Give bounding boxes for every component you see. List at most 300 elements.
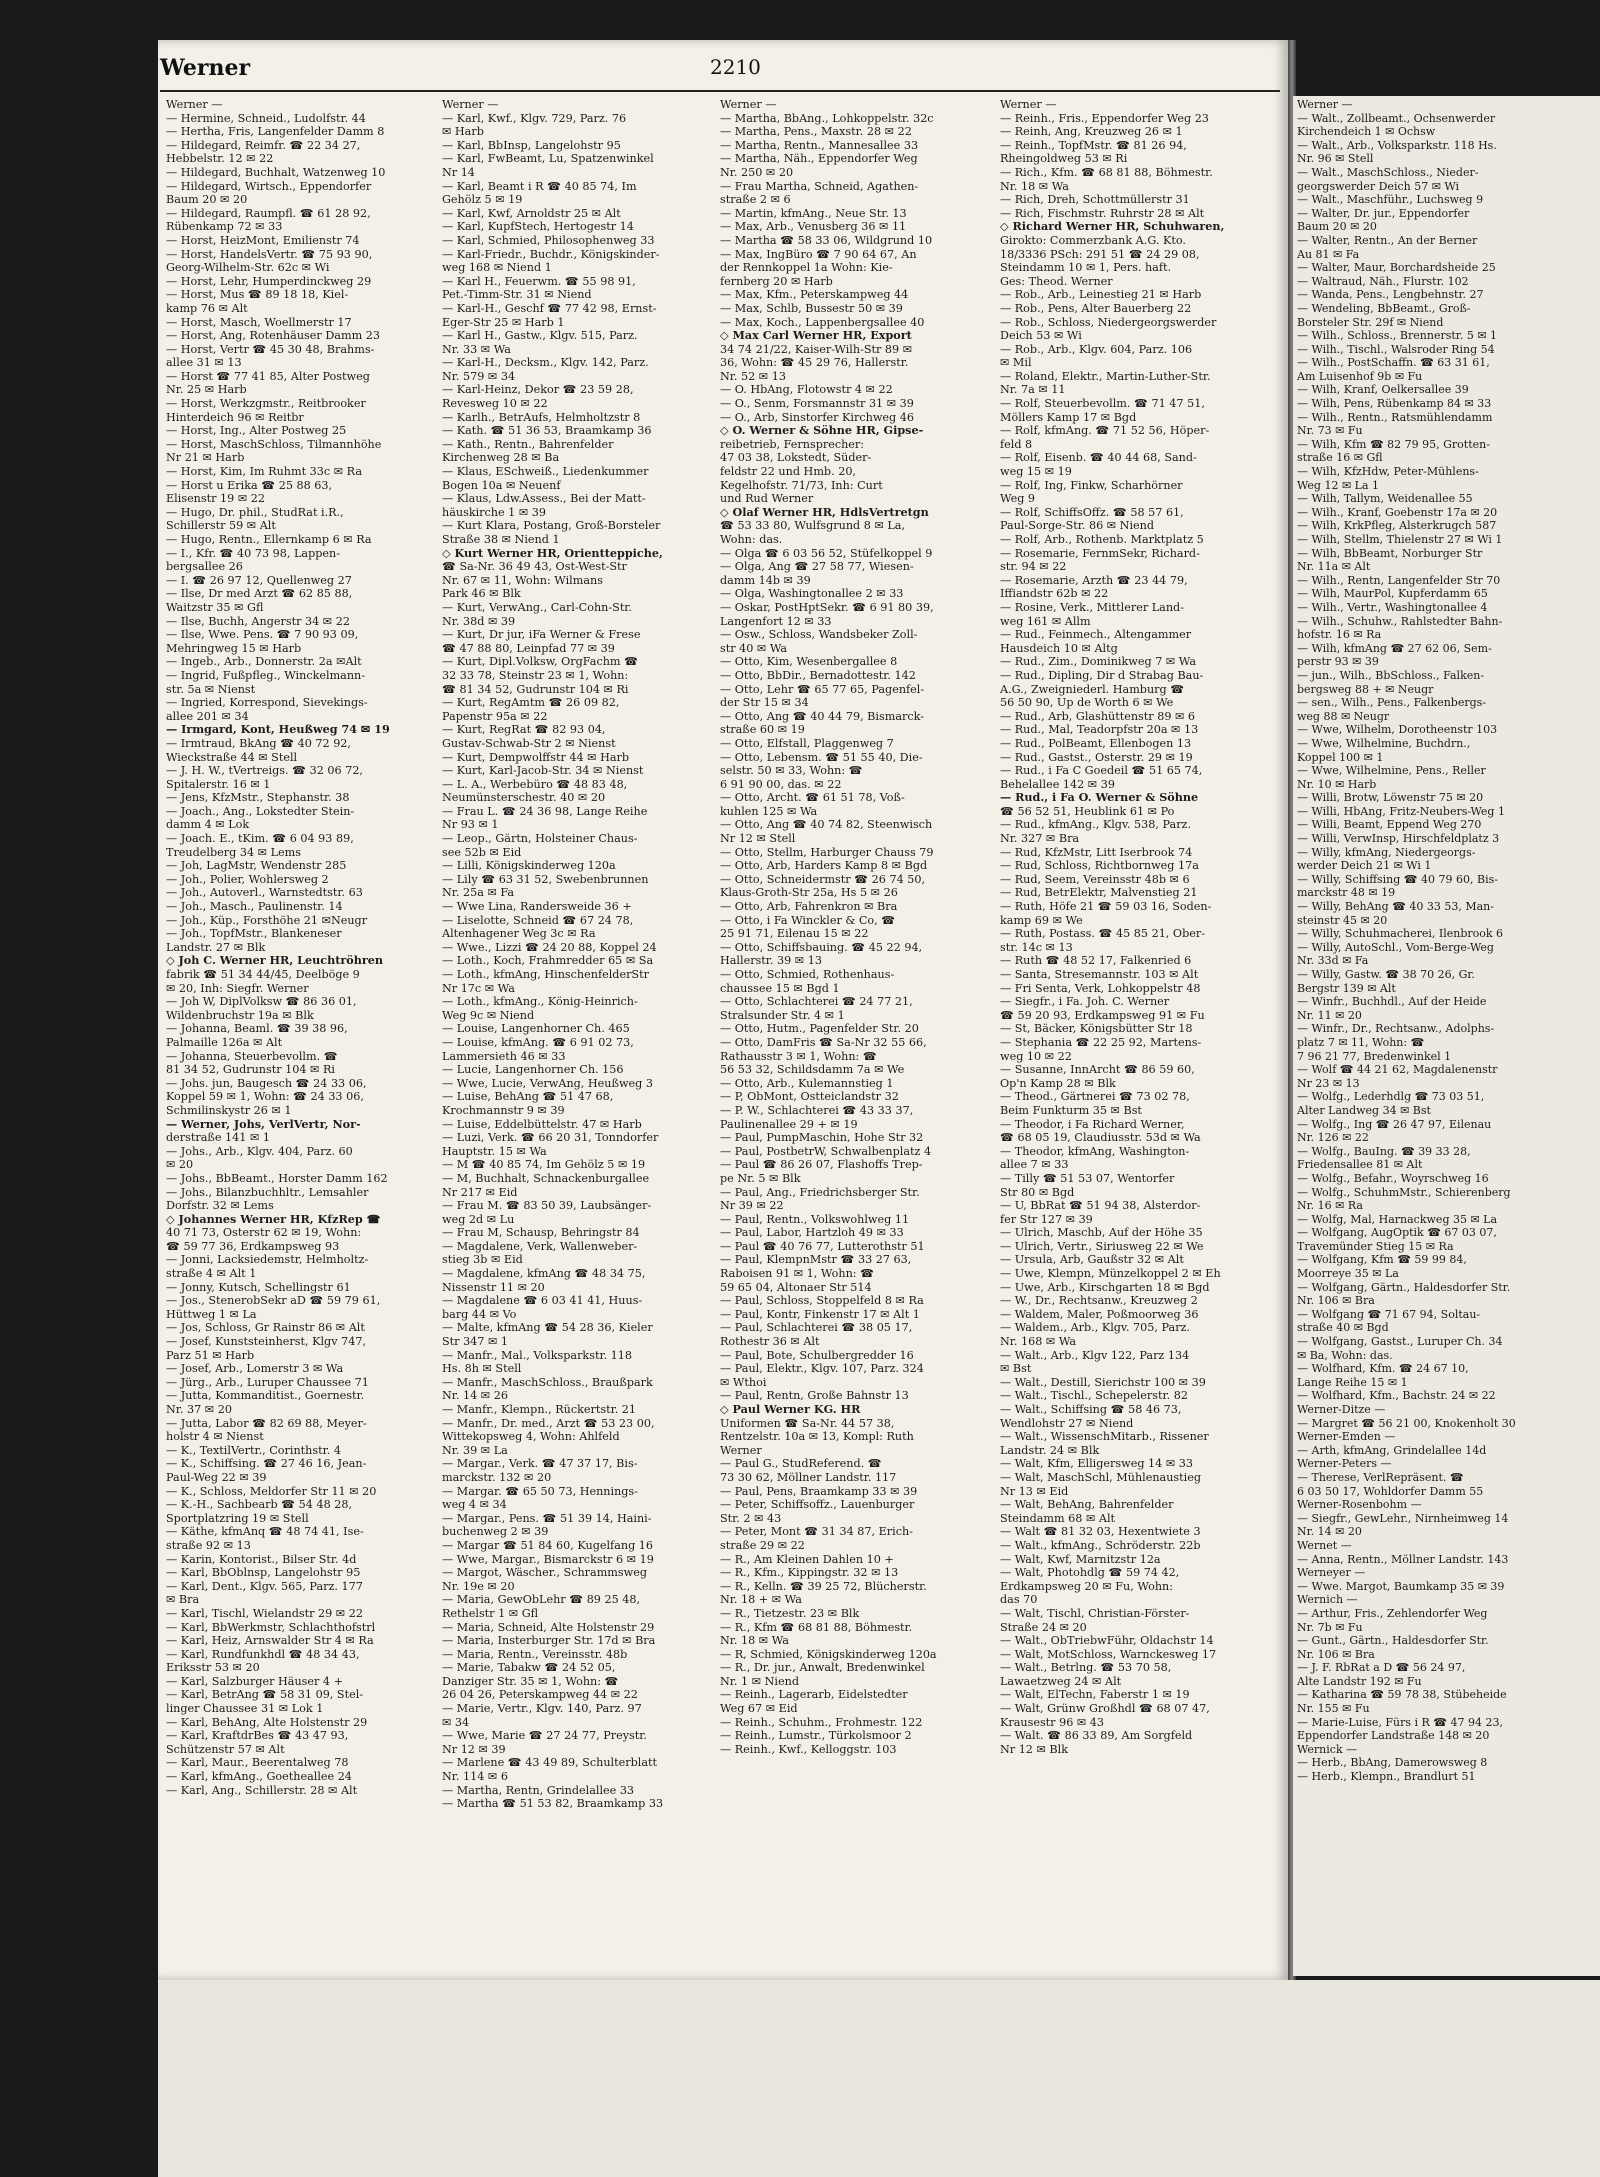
directory-entry-line: — Johs., Arb., Klgv. 404, Parz. 60 [166, 1144, 353, 1158]
directory-entry-line: Str. 2 ✉ 43 [720, 1511, 782, 1525]
directory-entry-line: — Wilh, Stellm, Thielenstr 27 ✉ Wi 1 [1297, 533, 1503, 546]
directory-entry-line: Papenstr 95a ✉ 22 [442, 709, 548, 723]
directory-entry-line: Weg 12 ✉ La 1 [1297, 478, 1380, 492]
directory-entry-line: — Manfr., Klempn., Rückertstr. 21 [442, 1403, 637, 1416]
directory-entry-line: Au 81 ✉ Fa [1297, 247, 1360, 261]
directory-entry-line: — Karin, Kontorist., Bilser Str. 4d [166, 1552, 357, 1566]
directory-entry-line: — U, BbRat ☎ 51 94 38, Alsterdor- [1000, 1199, 1201, 1213]
directory-entry-line: — Martha, Näh., Eppendorfer Weg [720, 152, 918, 166]
directory-entry-line: — Magdalene ☎ 6 03 41 41, Huus- [442, 1294, 643, 1308]
directory-entry-line: 25 91 71, Eilenau 15 ✉ 22 [720, 927, 869, 941]
directory-entry-line: — Frau M. ☎ 83 50 39, Laubsänger- [442, 1199, 652, 1213]
directory-entry-line: str. 94 ✉ 22 [1000, 560, 1067, 574]
directory-entry-line: — Magdalene, kfmAng ☎ 48 34 75, [442, 1267, 646, 1281]
directory-entry-line: ✉ Bst [1000, 1362, 1032, 1376]
directory-entry-line: — Walt., Arb., Volksparkstr. 118 Hs. [1297, 138, 1497, 152]
directory-entry-line: — Maria, Schneid, Alte Holstenstr 29 [442, 1620, 655, 1634]
directory-entry-line: — Karl, kfmAng., Goetheallee 24 [166, 1770, 352, 1784]
directory-entry-line: Nr. 327 ✉ Bra [1000, 832, 1080, 846]
directory-entry-line: — Wwe Lina, Randersweide 36 + [442, 900, 632, 914]
directory-entry-line: — Rolf, Ing, Finkw, Scharhörner [1000, 478, 1183, 492]
directory-entry-line: Behelallee 142 ✉ 39 [1000, 777, 1115, 791]
directory-entry-line: — Louise, kfmAng. ☎ 6 91 02 73, [442, 1035, 634, 1049]
directory-entry-line: — K., Schiffsing. ☎ 27 46 16, Jean- [166, 1457, 367, 1471]
directory-entry-line: — Walt., Arb., Klgv 122, Parz 134 [1000, 1348, 1190, 1362]
directory-entry-line: — Olga, Ang ☎ 27 58 77, Wiesen- [720, 560, 914, 574]
directory-entry-line: — Paul, Kontr, Finkenstr 17 ✉ Alt 1 [720, 1307, 920, 1321]
directory-entry-line: Nr. 25 ✉ Harb [166, 383, 247, 397]
directory-entry-line: — Joh., Masch., Paulinenstr. 14 [166, 900, 343, 914]
directory-entry-line: Hs. 8h ✉ Stell [442, 1362, 522, 1376]
directory-entry-line: — Anna, Rentn., Möllner Landstr. 143 [1297, 1552, 1509, 1566]
directory-entry-line: — Ruth ☎ 48 52 17, Falkenried 6 [1000, 954, 1192, 968]
directory-entry-line: Palmaille 126a ✉ Alt [166, 1035, 283, 1049]
directory-entry-line: — Rob., Arb., Leinestieg 21 ✉ Harb [1000, 288, 1202, 302]
directory-entry-line: — Werner, Johs, VerlVertr, Nor- [166, 1117, 361, 1131]
directory-entry-line: — Rolf, Steuerbevollm. ☎ 71 47 51, [1000, 397, 1205, 411]
directory-entry-line: Op'n Kamp 28 ✉ Blk [1000, 1076, 1116, 1090]
directory-entry-line: weg 15 ✉ 19 [1000, 465, 1072, 479]
directory-entry-line: — Karl, BetrAng ☎ 58 31 09, Stel- [166, 1688, 364, 1702]
directory-entry-line: 40 71 73, Osterstr 62 ✉ 19, Wohn: [166, 1226, 362, 1240]
directory-entry-line: 6 91 90 00, das. ✉ 22 [720, 777, 842, 791]
directory-entry-line: Klaus-Groth-Str 25a, Hs 5 ✉ 26 [720, 886, 898, 900]
directory-entry-line: — Johs., BbBeamt., Horster Damm 162 [166, 1171, 388, 1185]
directory-entry-line: Iffiandstr 62b ✉ 22 [1000, 587, 1109, 601]
directory-entry-line: — Rud., Arb, Glashüttenstr 89 ✉ 6 [1000, 709, 1196, 723]
directory-entry-line: fabrik ☎ 51 34 44/45, Deelböge 9 [166, 968, 360, 981]
directory-entry-line: — Karl, BbWerkmstr, Schlachthofstrl [166, 1620, 376, 1634]
directory-entry-line: — Reinh., Fris., Eppendorfer Weg 23 [1000, 111, 1209, 125]
directory-entry-line: Werner — [1000, 98, 1057, 111]
directory-entry-line: — Karl, Kwf, Arnoldstr 25 ✉ Alt [442, 206, 621, 220]
directory-entry-line: — Tilly ☎ 51 53 07, Wentorfer [1000, 1171, 1175, 1185]
directory-entry-line: — Max, Koch., Lappenbergsallee 40 [720, 315, 925, 329]
directory-entry-line: — Herb., BbAng, Damerowsweg 8 [1297, 1756, 1488, 1770]
directory-entry-line: — Arth, kfmAng, Grindelallee 14d [1297, 1443, 1487, 1457]
directory-entry-line: — Karl, Heiz, Arnswalder Str 4 ✉ Ra [166, 1634, 374, 1648]
directory-entry-line: — Willy, Gastw. ☎ 38 70 26, Gr. [1297, 968, 1475, 981]
directory-entry-line: — Paul, Pens, Braamkamp 33 ✉ 39 [720, 1484, 918, 1498]
directory-entry-line: — Otto, Archt. ☎ 61 51 78, Voß- [720, 791, 905, 805]
directory-entry-line: — Walt, MotSchloss, Warnckesweg 17 [1000, 1647, 1217, 1661]
directory-entry-line: Nr. 33 ✉ Wa [442, 342, 511, 356]
directory-entry-line: ✉ Harb [442, 125, 484, 139]
directory-entry-line: — Wwe, Margar., Bismarckstr 6 ✉ 19 [442, 1552, 654, 1566]
directory-entry-line: Langenfort 12 ✉ 33 [720, 614, 832, 628]
directory-entry-line: — Wilh., Rentn., Ratsmühlendamm [1297, 410, 1493, 424]
directory-entry-line: Rothestr 36 ✉ Alt [720, 1335, 820, 1349]
directory-entry-line: Nr 14 [442, 165, 475, 179]
directory-entry-line: — Walt ☎ 81 32 03, Hexentwiete 3 [1000, 1525, 1201, 1539]
directory-entry-line: — Kurt Klara, Postang, Groß-Borsteler [442, 519, 661, 533]
directory-entry-line: — Walt. ☎ 86 33 89, Am Sorgfeld [1000, 1729, 1193, 1743]
directory-entry-line: Neumünsterschestr. 40 ✉ 20 [442, 791, 606, 805]
directory-entry-line: Werner-Rosenbohm — [1297, 1498, 1422, 1512]
directory-entry-line: — Wwe., Lizzi ☎ 24 20 88, Koppel 24 [442, 940, 657, 954]
directory-entry-line: — Paul, KlempnMstr ☎ 33 27 63, [720, 1253, 912, 1267]
directory-entry-line: Nr. 114 ✉ 6 [442, 1770, 508, 1784]
directory-entry-line: 7 96 21 77, Bredenwinkel 1 [1297, 1049, 1452, 1063]
directory-entry-line: — Jonny, Kutsch, Schellingstr 61 [166, 1280, 351, 1294]
directory-entry-line: Gustav-Schwab-Str 2 ✉ Nienst [442, 736, 616, 750]
directory-entry-line: 81 34 52, Gudrunstr 104 ✉ Ri [166, 1063, 335, 1077]
directory-entry-line: Nr. 1 ✉ Niend [720, 1674, 799, 1688]
directory-entry-line: Schmilinskystr 26 ✉ 1 [166, 1103, 292, 1117]
directory-entry-line: — Rolf, SchiffsOffz. ☎ 58 57 61, [1000, 505, 1184, 519]
directory-entry-line: und Rud Werner [720, 492, 814, 506]
directory-entry-line: — Loth., kfmAng., König-Heinrich- [442, 995, 638, 1009]
directory-entry-line: str. 5a ✉ Nienst [166, 682, 256, 696]
directory-entry-line: Nr. 106 ✉ Bra [1297, 1647, 1375, 1661]
directory-entry-line: — Margar., Verk. ☎ 47 37 17, Bis- [442, 1457, 638, 1471]
directory-entry-line: — Marlene ☎ 43 49 89, Schulterblatt [442, 1756, 658, 1770]
directory-entry-line: — Willi, VerwInsp, Hirschfeldplatz 3 [1297, 832, 1500, 846]
directory-entry-line: — Jos, Schloss, Gr Rainstr 86 ✉ Alt [166, 1321, 365, 1335]
directory-entry-line: — Hildegard, Buchhalt, Watzenweg 10 [166, 165, 386, 179]
directory-entry-line: Nr. 38d ✉ 39 [442, 614, 516, 628]
directory-entry-line: — Walt., Betrlng. ☎ 53 70 58, [1000, 1661, 1172, 1675]
directory-entry-line: — Karl, Beamt i R ☎ 40 85 74, Im [442, 179, 637, 193]
directory-entry-line: Rheingoldweg 53 ✉ Ri [1000, 152, 1128, 166]
directory-entry-line: — Walt, Kwf, Marnitzstr 12a [1000, 1552, 1161, 1566]
directory-entry-line: — Johs., Bilanzbuchhltr., Lemsahler [166, 1185, 369, 1199]
directory-entry-line: — Luise, Eddelbüttelstr. 47 ✉ Harb [442, 1117, 642, 1131]
directory-entry-line: — Peter, Schiffsoffz., Lauenburger [720, 1498, 915, 1512]
directory-entry-line: — Wilh., Schloss., Brennerstr. 5 ✉ 1 [1297, 329, 1498, 343]
directory-entry-line: — Rolf, Eisenb. ☎ 40 44 68, Sand- [1000, 451, 1197, 465]
directory-entry-line: — M, Buchhalt, Schnackenburgallee [442, 1171, 650, 1185]
directory-entry-line: — Rud., Zim., Dominikweg 7 ✉ Wa [1000, 655, 1196, 669]
directory-entry-line: — Kurt, Dipl.Volksw, OrgFachm ☎ [442, 655, 639, 669]
directory-entry-line: — Rob., Pens, Alter Bauerberg 22 [1000, 301, 1192, 315]
directory-entry-line: Werneyer — [1297, 1566, 1366, 1580]
directory-entry-line: — Horst, Kim, Im Ruhmt 33c ✉ Ra [166, 465, 363, 479]
directory-entry-line: Landstr. 27 ✉ Blk [166, 940, 266, 954]
directory-entry-line: — Walt, ElTechn, Faberstr 1 ✉ 19 [1000, 1688, 1190, 1702]
directory-entry-line: — Oskar, PostHptSekr. ☎ 6 91 80 39, [720, 600, 934, 614]
directory-entry-line: straße 40 ✉ Bgd [1297, 1321, 1389, 1335]
directory-entry-line: — Marie, Tabakw ☎ 24 52 05, [442, 1661, 616, 1675]
directory-entry-line: — Otto, Ang ☎ 40 44 79, Bismarck- [720, 709, 924, 723]
directory-entry-line: — Hildegard, Wirtsch., Eppendorfer [166, 179, 372, 193]
directory-entry-line: Werner [720, 1443, 762, 1457]
directory-entry-line: — Rich, Fischmstr. Ruhrstr 28 ✉ Alt [1000, 206, 1205, 220]
directory-entry-line: Danziger Str. 35 ✉ 1, Wohn: ☎ [442, 1674, 619, 1688]
directory-entry-line: Nr 93 ✉ 1 [442, 818, 499, 832]
directory-entry-line: — Joh W, DiplVolksw ☎ 86 36 01, [166, 995, 357, 1009]
directory-entry-line: — Joh, LagMstr, Wendenstr 285 [166, 859, 347, 873]
directory-entry-line: — Kurt, VerwAng., Carl-Cohn-Str. [442, 600, 632, 614]
directory-entry-line: — Rud., Feinmech., Altengammer [1000, 628, 1192, 642]
directory-entry-line: — Martin, kfmAng., Neue Str. 13 [720, 206, 907, 220]
directory-entry-line: — Hildegard, Reimfr. ☎ 22 34 27, [166, 138, 361, 152]
directory-entry-line: — Paul ☎ 40 76 77, Lutterothstr 51 [720, 1239, 925, 1253]
directory-entry-line: — Kurt, RegRat ☎ 82 93 04, [442, 723, 606, 737]
directory-entry-line: — Maria, GewObLehr ☎ 89 25 48, [442, 1593, 641, 1607]
directory-entry-line: kamp 69 ✉ We [1000, 913, 1083, 927]
directory-entry-line: Eppendorfer Landstraße 148 ✉ 20 [1297, 1729, 1490, 1743]
directory-entry-line: Nr. 18 ✉ Wa [720, 1634, 789, 1648]
directory-entry-line: — Rosine, Verk., Mittlerer Land- [1000, 600, 1184, 614]
directory-entry-line: holstr 4 ✉ Nienst [166, 1430, 264, 1444]
directory-entry-line: — Willy, kfmAng, Niedergeorgs- [1297, 845, 1476, 859]
directory-entry-line: — Joach., Ang., Lokstedter Stein- [166, 804, 355, 818]
directory-entry-line: — Rosemarie, Arzth ☎ 23 44 79, [1000, 573, 1188, 587]
directory-entry-line: ◇ Olaf Werner HR, HdlsVertretgn [720, 505, 929, 519]
directory-entry-line: Paul-Weg 22 ✉ 39 [166, 1470, 267, 1484]
directory-entry-line: — Karl-H., Geschf ☎ 77 42 98, Ernst- [442, 301, 657, 315]
directory-entry-line: — Otto, Ang ☎ 40 74 82, Steenwisch [720, 818, 933, 832]
directory-entry-line: — Horst u Erika ☎ 25 88 63, [166, 478, 333, 492]
directory-entry-line: Wendlohstr 27 ✉ Niend [1000, 1416, 1134, 1430]
directory-entry-line: Weg 67 ✉ Eid [720, 1702, 798, 1716]
directory-entry-line: — Margar ☎ 51 84 60, Kugelfang 16 [442, 1538, 654, 1552]
directory-entry-line: — Kath., Rentn., Bahrenfelder [442, 437, 614, 451]
directory-entry-line: — Rolf, Arb., Rothenb. Marktplatz 5 [1000, 533, 1204, 546]
directory-entry-line: — Horst, Lehr, Humperdinckweg 29 [166, 274, 372, 288]
directory-entry-line: Nr. 19e ✉ 20 [442, 1579, 515, 1593]
directory-entry-line: Georg-Wilhelm-Str. 62c ✉ Wi [166, 261, 330, 275]
directory-entry-line: — Horst, Werkzgmstr., Reitbrooker [166, 397, 366, 411]
directory-entry-line: 32 33 78, Steinstr 23 ✉ 1, Wohn: [442, 668, 629, 682]
directory-entry-line: — Walt., Schiffsing ☎ 58 46 73, [1000, 1403, 1182, 1416]
directory-entry-line: Straße 38 ✉ Niend 1 [442, 533, 560, 546]
directory-entry-line: — Wolfg., Lederhdlg ☎ 73 03 51, [1297, 1090, 1485, 1104]
directory-entry-line: — Wilh., Schuhw., Rahlstedter Bahn- [1297, 614, 1503, 628]
page-bottom-margin [158, 1980, 1600, 2177]
directory-entry-line: — Wwe, Lucie, VerwAng, Heußweg 3 [442, 1076, 654, 1090]
directory-entry-line: Wohn: das. [720, 533, 783, 546]
directory-entry-line: — K., TextilVertr., Corinthstr. 4 [166, 1443, 341, 1457]
directory-entry-line: — Otto, Schiffsbauing. ☎ 45 22 94, [720, 940, 923, 954]
directory-entry-line: Nr. 52 ✉ 13 [720, 369, 786, 383]
directory-entry-line: — P. W., Schlachterei ☎ 43 33 37, [720, 1103, 914, 1117]
directory-entry-line: — Margar. ☎ 65 50 73, Hennings- [442, 1484, 638, 1498]
directory-entry-line: — O. HbAng, Flotowstr 4 ✉ 22 [720, 383, 893, 397]
directory-entry-line: Werner-Peters — [1297, 1457, 1392, 1471]
directory-entry-line: — Otto, i Fa Winckler & Co, ☎ [720, 913, 896, 927]
directory-entry-line: Schillerstr 59 ✉ Alt [166, 519, 276, 533]
directory-entry-line: straße 4 ✉ Alt 1 [166, 1267, 257, 1281]
directory-entry-line: Steindamm 68 ✉ Alt [1000, 1511, 1116, 1525]
directory-entry-line: — Reinh., TopfMstr. ☎ 81 26 94, [1000, 138, 1187, 152]
directory-entry-line: ☎ 68 05 19, Claudiusstr. 53d ✉ Wa [1000, 1131, 1201, 1145]
directory-entry-line: allee 201 ✉ 34 [166, 709, 249, 723]
directory-entry-line: Str 80 ✉ Bgd [1000, 1185, 1075, 1199]
directory-entry-line: Paul-Sorge-Str. 86 ✉ Niend [1000, 519, 1155, 533]
directory-entry-line: — St, Bäcker, Königsbütter Str 18 [1000, 1022, 1193, 1036]
directory-entry-line: — Karl, Salzburger Häuser 4 + [166, 1674, 343, 1688]
directory-entry-line: feldstr 22 und Hmb. 20, [720, 465, 856, 479]
directory-entry-line: — P, ObMont, Ostteiclandstr 32 [720, 1090, 899, 1104]
directory-entry-line: — Rud., PolBeamt, Ellenbogen 13 [1000, 736, 1192, 750]
directory-entry-line: — Ilse, Wwe. Pens. ☎ 7 90 93 09, [166, 628, 359, 642]
directory-entry-line: Travemünder Stieg 15 ✉ Ra [1297, 1239, 1454, 1253]
directory-entry-line: — Gunt., Gärtn., Haldesdorfer Str. [1297, 1634, 1489, 1648]
directory-entry-line: werder Deich 21 ✉ Wi 1 [1297, 859, 1432, 873]
directory-entry-line: — Joh., Polier, Wohlersweg 2 [166, 872, 329, 886]
directory-entry-line: ☎ 53 33 80, Wulfsgrund 8 ✉ La, [720, 519, 906, 533]
directory-entry-line: — Wolf ☎ 44 21 62, Magdalenenstr [1297, 1063, 1498, 1077]
directory-entry-line: — Otto, Kim, Wesenbergallee 8 [720, 655, 898, 669]
directory-entry-line: — Wolfg., Befahr., Woyrschweg 16 [1297, 1171, 1489, 1185]
directory-entry-line: — Horst, Vertr ☎ 45 30 48, Brahms- [166, 342, 375, 356]
directory-entry-line: — Wwe, Wilhelm, Dorotheenstr 103 [1297, 723, 1498, 737]
directory-entry-line: — Frau L. ☎ 24 36 98, Lange Reihe [442, 804, 648, 818]
directory-entry-line: Kirchendeich 1 ✉ Ochsw [1297, 125, 1436, 139]
directory-entry-line: bergsweg 88 + ✉ Neugr [1297, 682, 1434, 696]
directory-entry-line: — Otto, Arb., Kulemannstieg 1 [720, 1076, 894, 1090]
directory-entry-line: — Louise, Langenhorner Ch. 465 [442, 1022, 630, 1036]
directory-entry-line: straße 60 ✉ 19 [720, 723, 805, 737]
directory-entry-line: fer Str 127 ✉ 39 [1000, 1212, 1093, 1226]
directory-entry-line: — Lily ☎ 63 31 52, Swebenbrunnen [442, 872, 649, 886]
directory-entry-line: — Olga ☎ 6 03 56 52, Stüfelkoppel 9 [720, 546, 933, 560]
directory-entry-line: fernberg 20 ✉ Harb [720, 274, 833, 288]
directory-entry-line: — Horst, HeizMont, Emilienstr 74 [166, 233, 360, 247]
directory-entry-line: — Martha, Rentn., Mannesallee 33 [720, 138, 919, 152]
directory-entry-line: — Joh., Küp., Forsthöhe 21 ✉Neugr [166, 913, 368, 927]
directory-entry-line: Nr 12 ✉ Blk [1000, 1742, 1068, 1756]
directory-entry-line: — Uwe, Klempn, Münzelkoppel 2 ✉ Eh [1000, 1267, 1221, 1281]
directory-entry-line: ☎ 59 77 36, Erdkampsweg 93 [166, 1239, 340, 1253]
directory-entry-line: damm 14b ✉ 39 [720, 573, 811, 587]
directory-entry-line: Kegelhofstr. 71/73, Inh: Curt [720, 478, 883, 492]
directory-entry-line: — Waltraud, Näh., Flurstr. 102 [1297, 274, 1469, 288]
directory-entry-line: Steindamm 10 ✉ 1, Pers. haft. [1000, 261, 1172, 275]
directory-entry-line: — Walt., ObTriebwFühr, Oldachstr 14 [1000, 1634, 1214, 1648]
directory-entry-line: Nr. 7b ✉ Fu [1297, 1620, 1363, 1634]
directory-entry-line: — K.-H., Sachbearb ☎ 54 48 28, [166, 1498, 353, 1512]
directory-entry-line: Nr. 7a ✉ 11 [1000, 383, 1066, 397]
directory-entry-line: — Jonni, Lacksiedemstr, Helmholtz- [166, 1253, 369, 1267]
directory-entry-line: — R, Schmied, Königskinderweg 120a [720, 1647, 937, 1661]
directory-entry-line: — Liselotte, Schneid ☎ 67 24 78, [442, 913, 634, 927]
directory-entry-line: Nr. 10 ✉ Harb [1297, 777, 1377, 791]
directory-entry-line: — Max, IngBüro ☎ 7 90 64 67, An [720, 247, 917, 261]
directory-entry-line: — Otto, Lebensm. ☎ 51 55 40, Die- [720, 750, 923, 764]
directory-entry-line: Lammersieth 46 ✉ 33 [442, 1049, 566, 1063]
directory-entry-line: marckstr 48 ✉ 19 [1297, 886, 1396, 900]
directory-entry-line: — Otto, Arb, Fahrenkron ✉ Bra [720, 900, 898, 914]
directory-entry-line: — Karl, Schmied, Philosophenweg 33 [442, 233, 655, 247]
directory-entry-line: Nr. 11 ✉ 20 [1297, 1008, 1362, 1022]
directory-entry-line: — Otto, Elfstall, Plaggenweg 7 [720, 736, 894, 750]
directory-entry-line: Alte Landstr 192 ✉ Fu [1297, 1674, 1422, 1688]
directory-entry-line: — Kurt, RegAmtm ☎ 26 09 82, [442, 696, 620, 710]
directory-entry-line: steinstr 45 ✉ 20 [1297, 913, 1388, 927]
directory-entry-line: — Hugo, Rentn., Ellernkamp 6 ✉ Ra [166, 533, 372, 546]
directory-entry-line: — Karl, Tischl, Wielandstr 29 ✉ 22 [166, 1606, 363, 1620]
directory-entry-line: — Klaus, ESchweiß., Liedenkummer [442, 465, 649, 479]
directory-entry-line: Park 46 ✉ Blk [442, 587, 521, 601]
directory-entry-line: Hüttweg 1 ✉ La [166, 1307, 257, 1321]
directory-entry-line: — Paul, Schlachterei ☎ 38 05 17, [720, 1321, 913, 1335]
directory-entry-line: — Rud, KfzMstr, Litt Iserbrook 74 [1000, 845, 1193, 859]
directory-entry-line: 26 04 26, Peterskampweg 44 ✉ 22 [442, 1688, 638, 1702]
directory-entry-line: — Winfr., Dr., Rechtsanw., Adolphs- [1297, 1022, 1495, 1036]
directory-entry-line: Deich 53 ✉ Wi [1000, 329, 1082, 343]
directory-entry-line: — Karl H., Gastw., Klgv. 515, Parz. [442, 329, 638, 343]
directory-entry-line: — I., Kfr. ☎ 40 73 98, Lappen- [166, 546, 341, 560]
directory-entry-line: — Karl, BehAng, Alte Holstenstr 29 [166, 1715, 368, 1729]
directory-entry-line: Sportplatzring 19 ✉ Stell [166, 1511, 309, 1525]
directory-entry-line: Paulinenallee 29 + ✉ 19 [720, 1117, 858, 1131]
directory-entry-line: — Rud., i Fa O. Werner & Söhne [1000, 791, 1199, 805]
directory-entry-line: — Rich, Dreh, Schottmüllerstr 31 [1000, 193, 1190, 207]
directory-entry-line: Werner — [1297, 98, 1353, 111]
directory-entry-line: — Martha, BbAng., Lohkoppelstr. 32c [720, 111, 934, 125]
directory-entry-line: — Walt, Photohdlg ☎ 59 74 42, [1000, 1566, 1180, 1580]
directory-entry-line: 56 53 32, Schildsdamm 7a ✉ We [720, 1063, 905, 1077]
column-3 [720, 98, 992, 1978]
directory-entry-line: Waitzstr 35 ✉ Gfl [166, 600, 264, 614]
directory-entry-line: — Irmtraud, BkAng ☎ 40 72 92, [166, 736, 351, 750]
directory-entry-line: — Otto, Hutm., Pagenfelder Str. 20 [720, 1022, 919, 1036]
directory-entry-line: — jun., Wilh., BbSchloss., Falken- [1297, 668, 1485, 682]
directory-entry-line: — Johs. jun, Baugesch ☎ 24 33 06, [166, 1076, 367, 1090]
directory-entry-line: ✉ Ba, Wohn: das. [1297, 1348, 1393, 1362]
directory-entry-line: — Wilh, KfzHdw, Peter-Mühlens- [1297, 465, 1479, 479]
directory-entry-line: — Wolfg., Ing ☎ 26 47 97, Eilenau [1297, 1117, 1492, 1131]
directory-entry-line: Rethelstr 1 ✉ Gfl [442, 1606, 539, 1620]
directory-entry-line: — Wolfg., SchuhmMstr., Schierenberg [1297, 1185, 1511, 1199]
directory-entry-line: — Walt., kfmAng., Schröderstr. 22b [1000, 1538, 1201, 1552]
directory-entry-line: — Siegfr., GewLehr., Nirnheimweg 14 [1297, 1511, 1509, 1525]
directory-entry-line: Nr. 14 ✉ 26 [442, 1389, 508, 1403]
directory-entry-line: Treudelberg 34 ✉ Lems [166, 845, 301, 859]
directory-entry-line: ◇ O. Werner & Söhne HR, Gipse- [720, 424, 924, 438]
directory-entry-line: — Wolfgang, AugOptik ☎ 67 03 07, [1297, 1226, 1497, 1240]
directory-entry-line: Nr. 106 ✉ Bra [1297, 1294, 1375, 1308]
directory-entry-line: Alter Landweg 34 ✉ Bst [1297, 1103, 1431, 1117]
directory-entry-line: — Paul, Labor, Hartzloh 49 ✉ 33 [720, 1226, 904, 1240]
directory-entry-line: Elisenstr 19 ✉ 22 [166, 492, 265, 506]
directory-entry-line: Pet.-Timm-Str. 31 ✉ Niend [442, 288, 592, 302]
directory-entry-line: — sen., Wilh., Pens., Falkenbergs- [1297, 696, 1487, 710]
directory-entry-line: — Wilh, Pens, Rübenkamp 84 ✉ 33 [1297, 397, 1492, 411]
directory-entry-line: — Katharina ☎ 59 78 38, Stübeheide [1297, 1688, 1507, 1702]
directory-entry-line: — Ursula, Arb, Gaußstr 32 ✉ Alt [1000, 1253, 1184, 1267]
directory-entry-line: — Ingried, Korrespond, Sievekings- [166, 696, 368, 710]
directory-entry-line: — Horst, Mus ☎ 89 18 18, Kiel- [166, 288, 349, 302]
directory-entry-line: — Reinh., Kwf., Kelloggstr. 103 [720, 1742, 897, 1756]
directory-entry-line: ☎ Sa-Nr. 36 49 43, Ost-West-Str [442, 560, 627, 574]
directory-entry-line: buchenweg 2 ✉ 39 [442, 1525, 549, 1539]
directory-entry-line: Wittekopsweg 4, Wohn: Ahlfeld [442, 1430, 620, 1444]
directory-entry-line: 47 03 38, Lokstedt, Süder- [720, 451, 872, 465]
directory-entry-line: — Stephania ☎ 22 25 92, Martens- [1000, 1035, 1202, 1049]
directory-entry-line: Nr. 11a ✉ Alt [1297, 560, 1371, 574]
directory-entry-line: — Otto, Schlachterei ☎ 24 77 21, [720, 995, 913, 1009]
directory-entry-line: — Wilh, KrkPfleg, Alsterkrugch 587 [1297, 519, 1497, 533]
directory-entry-line: hofstr. 16 ✉ Ra [1297, 628, 1382, 642]
directory-entry-line: — Karl, Kwf., Klgv. 729, Parz. 76 [442, 111, 627, 125]
directory-entry-line: allee 7 ✉ 33 [1000, 1158, 1069, 1172]
directory-entry-line: Eriksstr 53 ✉ 20 [166, 1661, 260, 1675]
directory-entry-line: ☎ 56 52 51, Heublink 61 ✉ Po [1000, 804, 1175, 818]
directory-entry-line: — Martha, Pens., Maxstr. 28 ✉ 22 [720, 125, 912, 139]
directory-entry-line: — Manfr., Dr. med., Arzt ☎ 53 23 00, [442, 1416, 655, 1430]
page-header [160, 55, 1280, 95]
directory-entry-line: — Manfr., Mal., Volksparkstr. 118 [442, 1348, 633, 1362]
directory-entry-line: — Wilh., Kranf, Goebenstr 17a ✉ 20 [1297, 505, 1498, 519]
directory-entry-line: Nr. 168 ✉ Wa [1000, 1335, 1077, 1349]
directory-entry-line: — Wolfhard, Kfm. ☎ 24 67 10, [1297, 1362, 1469, 1376]
directory-entry-line: — Walt, Grünw Großhdl ☎ 68 07 47, [1000, 1702, 1210, 1716]
directory-entry-line: — Wolfgang, Gärtn., Haldesdorfer Str. [1297, 1280, 1511, 1294]
